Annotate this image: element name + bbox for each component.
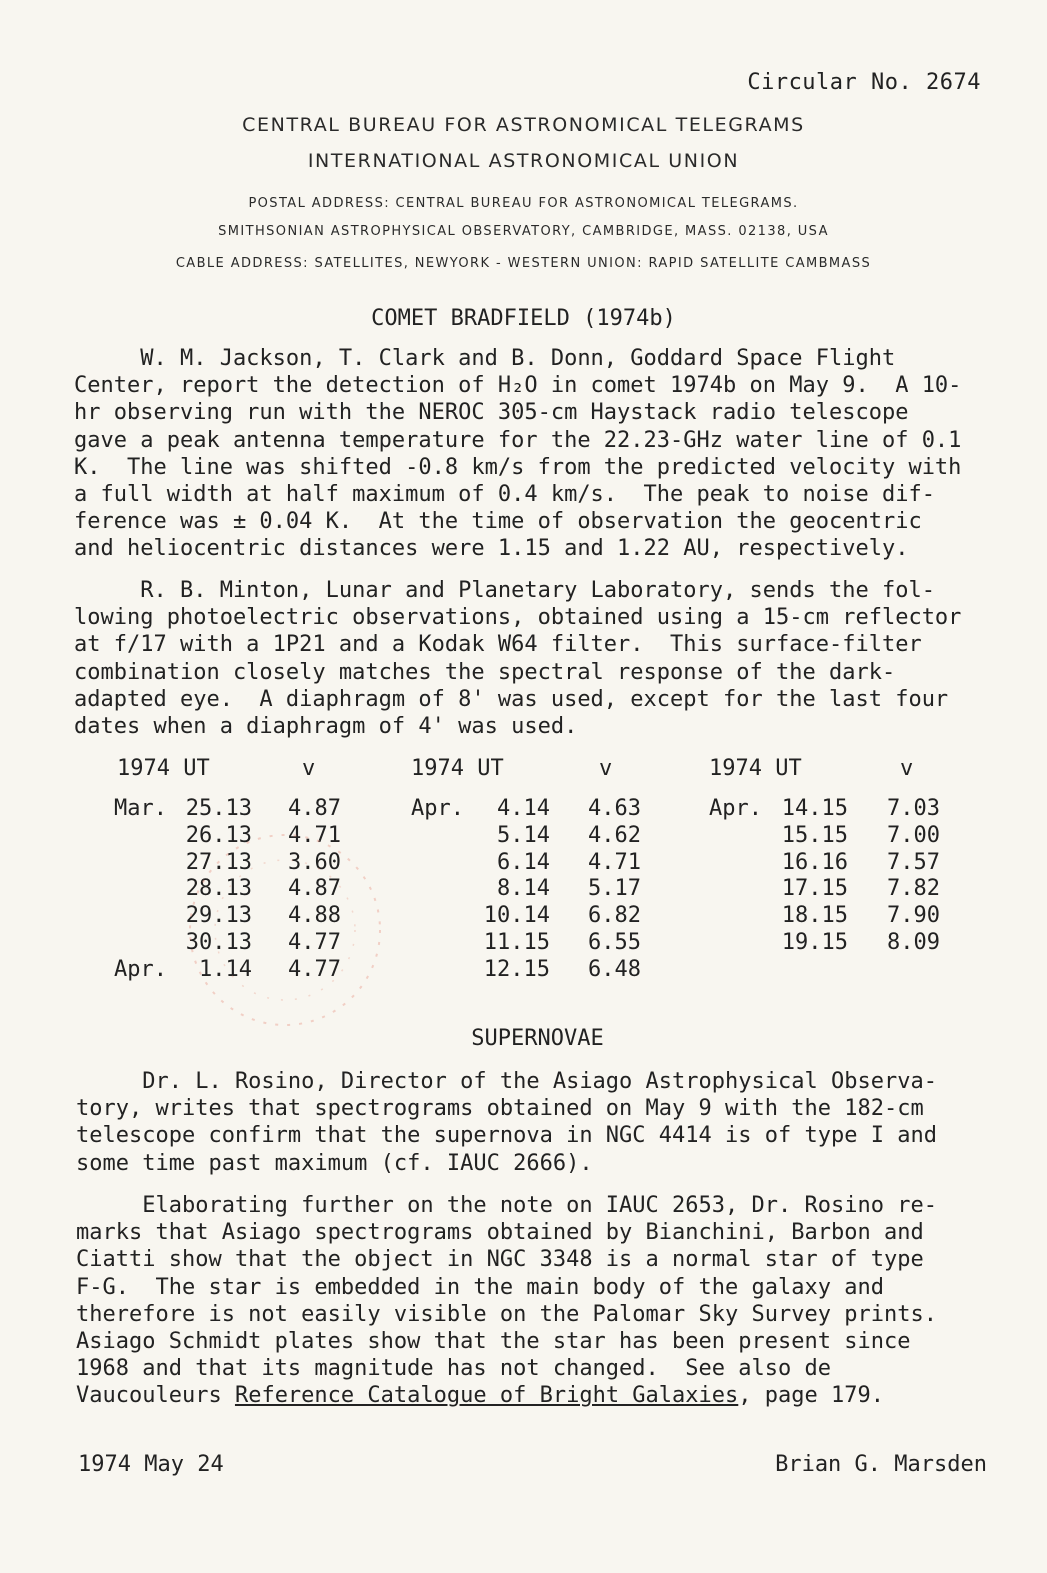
table-cell-months: Mar.: [114, 796, 167, 821]
table-cell-days: 10.14: [483, 903, 550, 929]
p4-last-suffix: , page 179.: [738, 1383, 884, 1409]
table-cell-mags: 6.48: [588, 956, 641, 982]
table-cell-months: Apr.: [411, 796, 464, 821]
table-mags-2: [588, 796, 658, 984]
table-cell-months: [411, 957, 481, 984]
table-cell-days: 11.15: [483, 929, 550, 955]
supernovae-paragraph-2: [76, 1192, 991, 1410]
table-header-year-2: 1974 UT: [411, 756, 504, 781]
cable-address: CABLE ADDRESS: SATELLITES, NEWYORK - WESTERN UNION: RAPID SATELLITE CAMBMASS: [175, 256, 872, 271]
table-cell-days: 4.14: [497, 796, 550, 821]
table-cell-months: [709, 850, 779, 877]
table-days-2: [480, 796, 550, 984]
bureau-title: CENTRAL BUREAU FOR ASTRONOMICAL TELEGRAMS: [242, 114, 805, 136]
table-cell-months: [411, 850, 481, 877]
table-header-mag-1: v: [302, 756, 316, 781]
table-cell-days: 19.15: [781, 929, 848, 955]
table-header-year-1: 1974 UT: [117, 756, 210, 781]
table-cell-mags: 7.03: [887, 796, 940, 821]
table-cell-days: 12.15: [483, 956, 550, 982]
table-cell-days: 25.13: [185, 796, 252, 821]
table-cell-mags: 4.71: [588, 849, 641, 875]
table-cell-months: [114, 823, 184, 850]
table-cell-months: [709, 823, 779, 850]
table-mags-1: [288, 796, 358, 984]
table-days-1: [182, 796, 252, 984]
comet-paragraph-1: W. M. Jackson, T. Clark and B. Donn, Goddard Space Flight Center, report the detection of H₂O in comet 1974b on May 9. A 10- hr observing run with the NEROC 305-cm Haystack radio telescope gave a peak antenna temperature for the 22.23-GHz water line of 0.1 K. The line was shifted -0.8 km/s from the predicted velocity with a full width at half maximum of 0.4 km/s. The peak to noise dif- ference was ± 0.04 K. At the time of observation the geocentric and heliocentric distances were 1.15 and 1.22 AU, respectively.: [74, 346, 962, 562]
table-cell-days: 17.15: [781, 876, 848, 902]
table-header-mag-2: v: [599, 756, 613, 781]
table-cell-days: 29.13: [185, 903, 252, 929]
signature: Brian G. Marsden: [775, 1452, 987, 1477]
comet-section-title: COMET BRADFIELD (1974b): [371, 306, 676, 331]
table-cell-months: [411, 930, 481, 957]
catalogue-title: Reference Catalogue of Bright Galaxies: [234, 1383, 739, 1409]
table-months-3: [709, 796, 779, 957]
table-cell-mags: 7.82: [887, 876, 940, 902]
table-cell-mags: 6.55: [588, 929, 641, 955]
table-cell-days: 18.15: [781, 903, 848, 929]
table-days-3: [778, 796, 848, 957]
table-cell-days: 6.14: [497, 849, 550, 875]
table-months-1: [114, 796, 184, 984]
table-cell-months: [114, 930, 184, 957]
table-cell-mags: 6.82: [588, 903, 641, 929]
table-cell-days: 15.15: [781, 822, 848, 848]
table-cell-days: 26.13: [185, 822, 252, 848]
table-cell-mags: 5.17: [588, 876, 641, 902]
table-cell-mags: 4.71: [288, 822, 341, 848]
table-cell-months: [114, 850, 184, 877]
supernovae-section-title: SUPERNOVAE: [471, 1026, 604, 1051]
table-cell-months: [411, 903, 481, 930]
table-cell-months: [709, 930, 779, 957]
table-cell-mags: 7.57: [887, 849, 940, 875]
postal-address-line2: SMITHSONIAN ASTROPHYSICAL OBSERVATORY, CAMBRIDGE, MASS. 02138, USA: [218, 224, 829, 239]
table-cell-mags: 4.62: [588, 822, 641, 848]
table-cell-mags: 7.00: [887, 822, 940, 848]
p4-last-prefix: Vaucouleurs: [76, 1383, 235, 1409]
table-cell-days: 14.15: [781, 796, 848, 821]
table-cell-days: 16.16: [781, 849, 848, 875]
table-cell-mags: 4.77: [288, 929, 341, 955]
table-cell-months: [114, 876, 184, 903]
circular-date: 1974 May 24: [78, 1452, 224, 1477]
table-cell-months: [709, 903, 779, 930]
comet-paragraph-2: R. B. Minton, Lunar and Planetary Laboratory, sends the fol- lowing photoelectric observations, obtained using a 15-cm reflector at f/17 with a 1P21 and a Kodak W64 filter. This surface-filter combination closely matches the spectral response of the dark- adapted eye. A diaphragm of 8' was used, except for the last four dates when a diaphragm of 4' was used.: [74, 578, 962, 740]
table-cell-days: 27.13: [185, 849, 252, 875]
table-cell-mags: 8.09: [887, 929, 940, 955]
supernovae-paragraph-2-body: Elaborating further on the note on IAUC 2653, Dr. Rosino re- marks that Asiago spectrograms obtained by Bianchini, Barbon and Ciatti show that the object in NGC 3348 is a normal star of type F-G. The star is embedded in the main body of the galaxy and therefore is not easily visible on the Palomar Sky Survey prints. Asiago Schmidt plates show that the star has been present since 1968 and that its magnitude has not changed. See also de: [76, 1193, 937, 1382]
table-cell-days: 1.14: [199, 956, 252, 982]
circular-number: Circular No. 2674: [747, 70, 981, 95]
table-cell-days: 28.13: [185, 876, 252, 902]
table-header-mag-3: v: [900, 756, 914, 781]
table-cell-mags: 4.87: [288, 796, 341, 821]
table-cell-months: [709, 876, 779, 903]
table-cell-mags: 7.90: [887, 903, 940, 929]
union-title: INTERNATIONAL ASTRONOMICAL UNION: [307, 150, 740, 172]
supernovae-paragraph-1: Dr. L. Rosino, Director of the Asiago Astrophysical Observa- tory, writes that spectrograms obtained on May 9 with the 182-cm telescope confirm that the supernova in NGC 4414 is of type I and some time past maximum (cf. IAUC 2666).: [76, 1069, 937, 1176]
table-cell-months: [411, 876, 481, 903]
table-cell-mags: 4.88: [288, 903, 341, 929]
table-cell-months: Apr.: [709, 796, 762, 821]
table-cell-days: 5.14: [497, 822, 550, 848]
table-cell-mags: 4.77: [288, 956, 341, 982]
postal-address-line1: POSTAL ADDRESS: CENTRAL BUREAU FOR ASTRONOMICAL TELEGRAMS.: [248, 196, 799, 211]
table-cell-days: 8.14: [497, 876, 550, 902]
table-cell-days: 30.13: [185, 929, 252, 955]
table-months-2: [411, 796, 481, 984]
table-cell-mags: 4.87: [288, 876, 341, 902]
table-cell-months: [114, 903, 184, 930]
table-cell-months: [411, 823, 481, 850]
table-cell-mags: 3.60: [288, 849, 341, 875]
table-mags-3: [887, 796, 957, 957]
table-header-year-3: 1974 UT: [709, 756, 802, 781]
table-cell-mags: 4.63: [588, 796, 641, 821]
table-cell-months: Apr.: [114, 956, 167, 982]
